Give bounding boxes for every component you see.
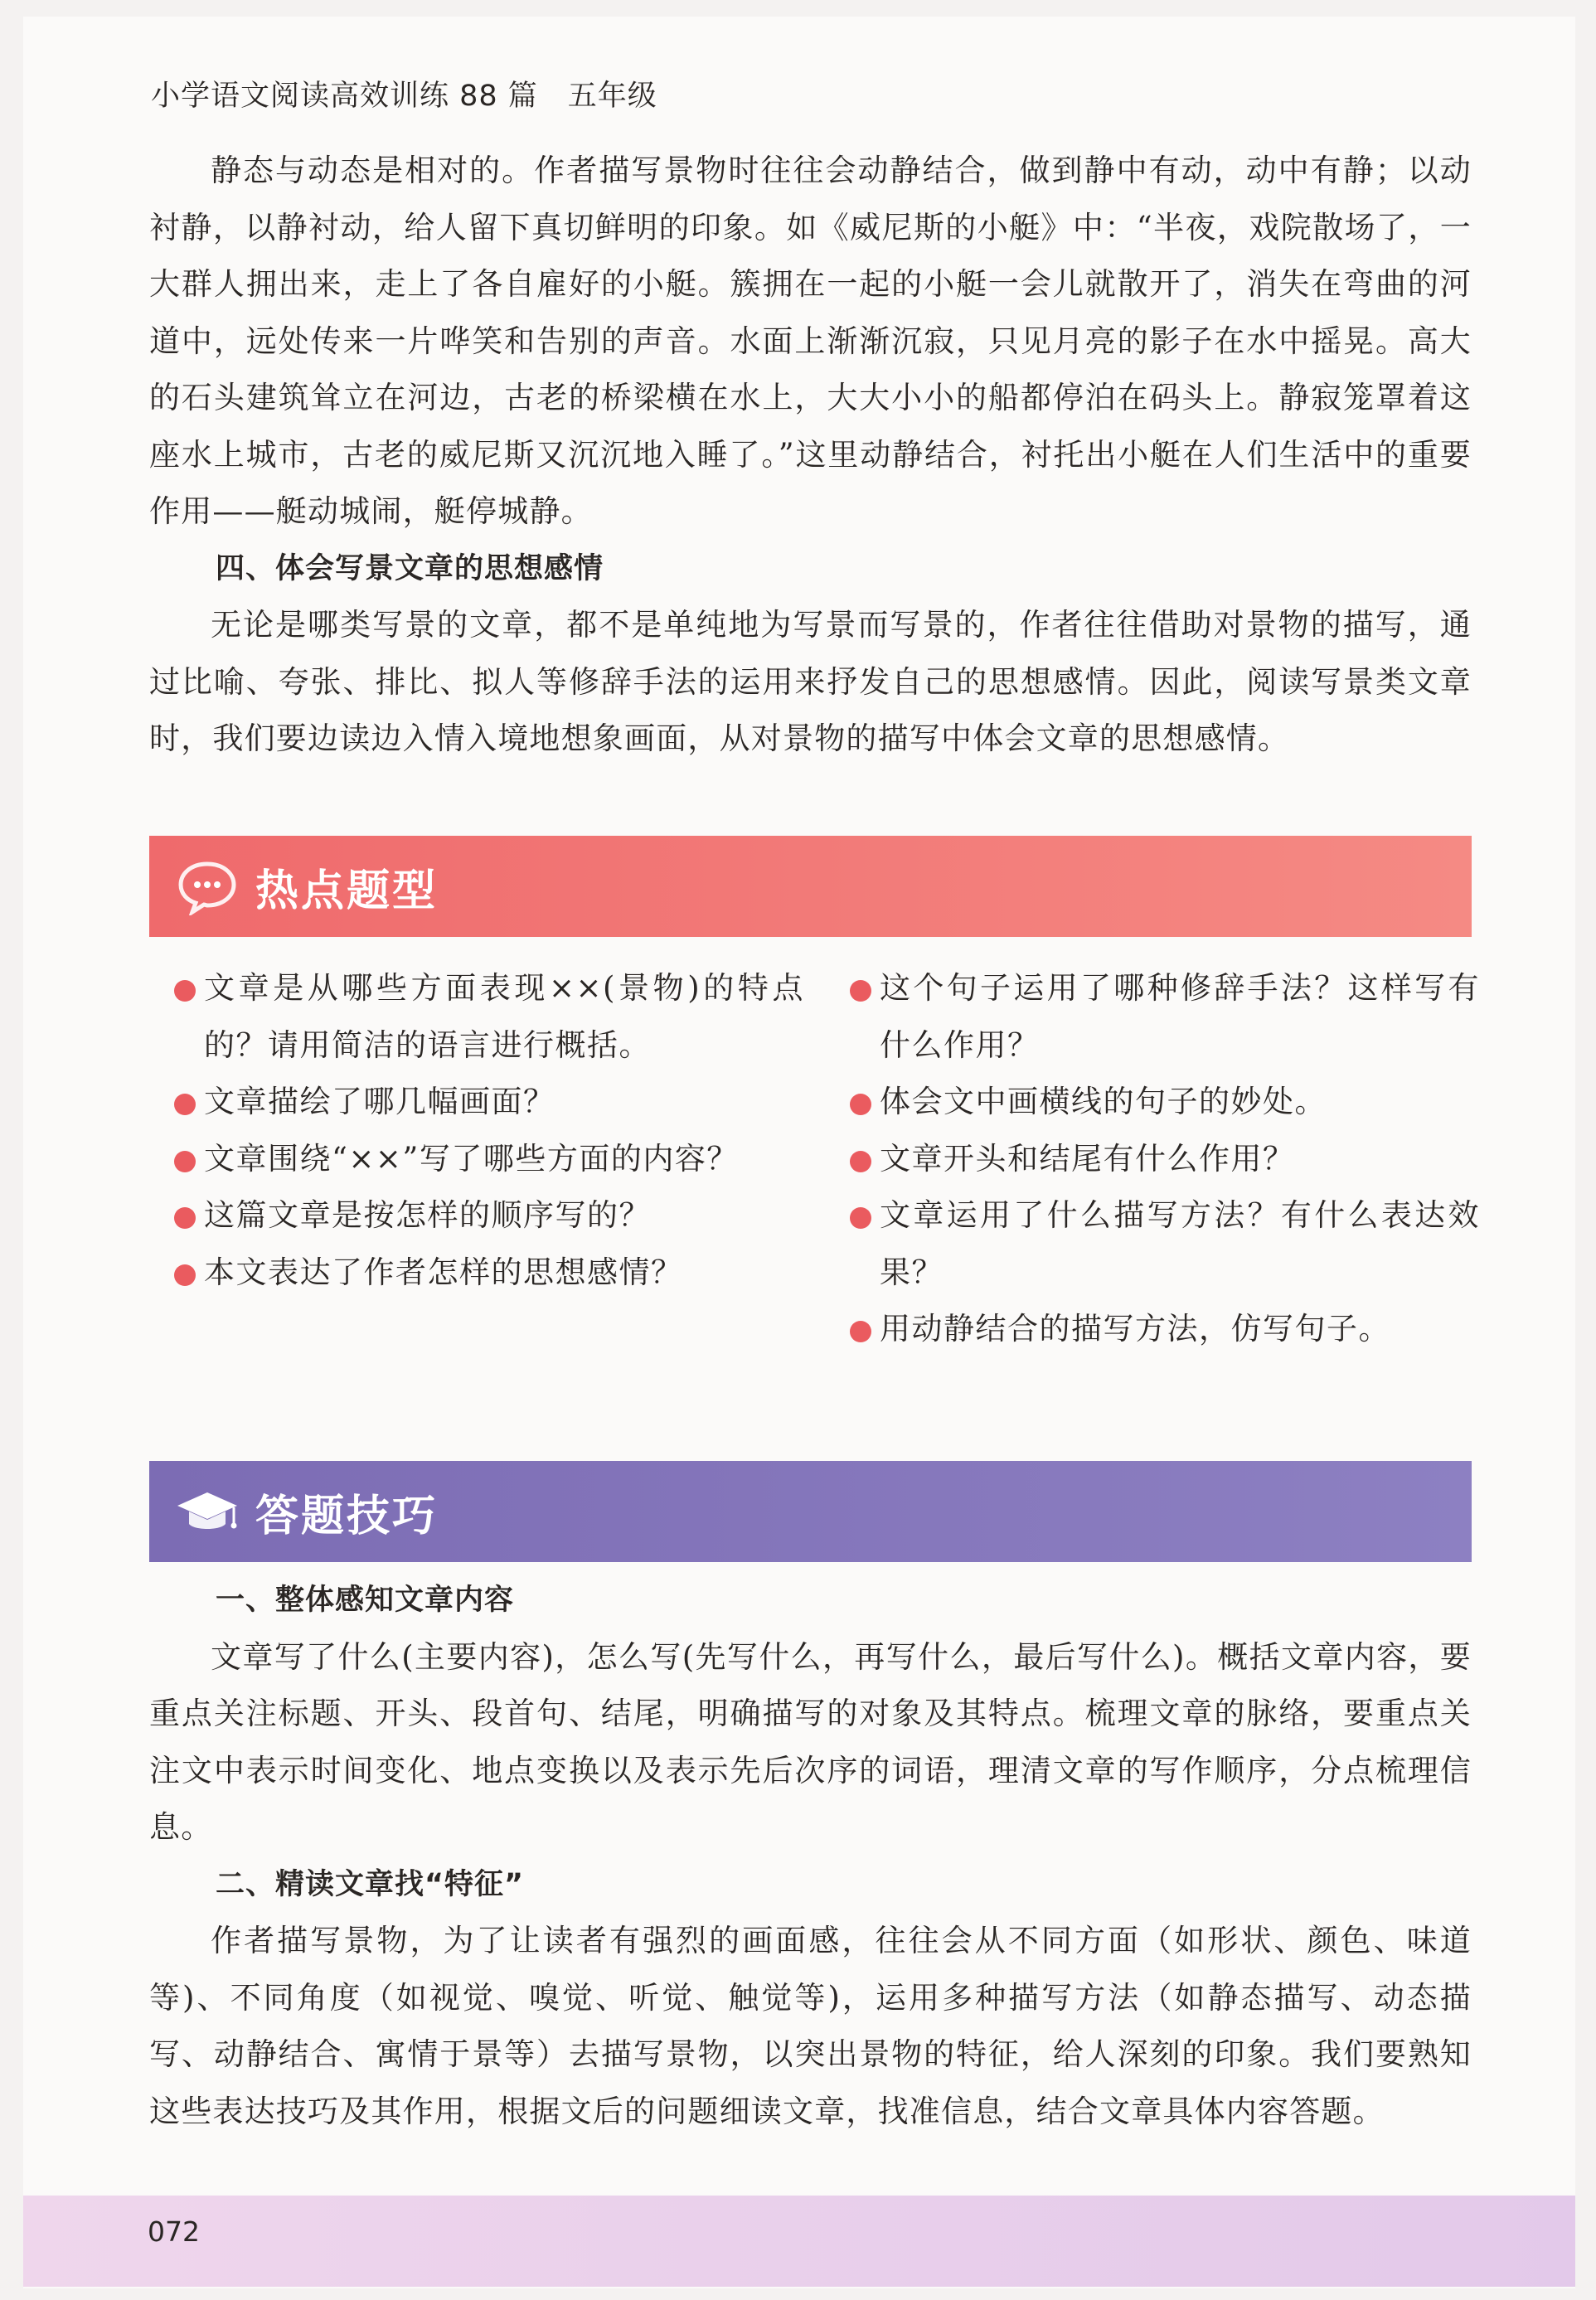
list-item: 文章是从哪些方面表现××(景物)的特点的？请用简洁的语言进行概括。 (174, 960, 804, 1074)
answer-tips-banner (149, 1461, 1472, 1562)
tips-section (149, 1572, 1472, 2140)
hot-topics-banner (149, 836, 1472, 937)
tips-heading-two: 二、精读文章找“特征” (216, 1867, 525, 1901)
bullet-dot (174, 1264, 196, 1286)
bullet-dot (174, 1151, 196, 1172)
section-heading-four: 四、体会写景文章的思想感情 (216, 551, 604, 585)
bullet-dot (850, 980, 871, 1002)
bullet-dot (850, 1321, 871, 1342)
question-list-left (174, 960, 804, 1301)
intro-section (149, 143, 1472, 768)
footer-band (23, 2196, 1575, 2287)
paragraph-dynamic-static: 静态与动态是相对的。作者描写景物时往往会动静结合，做到静中有动，动中有静；以动衬静，以静衬动，给人留下真切鲜明的印象。如《威尼斯的小艇》中：“半夜，戏院散场了，一大群人拥出来，走上了各自雇好的小艇。簇拥在一起的小艇一会儿就散开了，消失在弯曲的河道中，远处传来一片哗笑和告别的声音。水面上渐渐沉寂，只见月亮的影子在水中摇晃。高大的石头建筑耸立在河边，古老的桥梁横在水上，大大小小的船都停泊在码头上。静寂笼罩着这座水上城市，古老的威尼斯又沉沉地入睡了。”这里动静结合，衬托出小艇在人们生活中的重要作用——艇动城闹，艇停城静。 (149, 153, 1472, 529)
bullet-dot (174, 1094, 196, 1115)
paragraph-overall-perception: 文章写了什么(主要内容)，怎么写(先写什么，再写什么，最后写什么)。概括文章内容，要重点关注标题、开头、段首句、结尾，明确描写的对象及其特点。梳理文章的脉络，要重点关注文中表示时间变化、地点变换以及表示先后次序的词语，理清文章的写作顺序，分点梳理信息。 (149, 1638, 1472, 1845)
graduation-cap-icon (174, 1482, 240, 1541)
list-item: 体会文中画横线的句子的妙处。 (850, 1074, 1480, 1131)
tips-heading-one: 一、整体感知文章内容 (216, 1584, 515, 1617)
list-item: 这篇文章是按怎样的顺序写的？ (174, 1187, 804, 1245)
bullet-dot (850, 1207, 871, 1229)
list-item: 本文表达了作者怎样的思想感情？ (174, 1245, 804, 1302)
list-item: 文章开头和结尾有什么作用？ (850, 1131, 1480, 1188)
paragraph-features: 作者描写景物，为了让读者有强烈的画面感，往往会从不同方面（如形状、颜色、味道等)、不同角度（如视觉、嗅觉、听觉、触觉等)，运用多种描写方法（如静态描写、动态描写、动静结合、寓情于景等）去描写景物，以突出景物的特征，给人深刻的印象。我们要熟知这些表达技巧及其作用，根据文后的问题细读文章，找准信息，结合文章具体内容答题。 (149, 1923, 1472, 2129)
bullet-dot (850, 1094, 871, 1115)
paragraph-emotions: 无论是哪类写景的文章，都不是单纯地为写景而写景的，作者往往借助对景物的描写，通过比喻、夸张、排比、拟人等修辞手法的运用来抒发自己的思想感情。因此，阅读写景类文章时，我们要边读边入情入境地想象画面，从对景物的描写中体会文章的思想感情。 (149, 607, 1472, 756)
list-item: 文章围绕“××”写了哪些方面的内容？ (174, 1131, 804, 1188)
question-list-right (850, 960, 1480, 1358)
speech-bubble-icon (174, 857, 240, 915)
list-item: 文章运用了什么描写方法？有什么表达效果？ (850, 1187, 1480, 1301)
bullet-dot (174, 1207, 196, 1229)
bullet-dot (850, 1151, 871, 1172)
hot-topics-title: 热点题型 (255, 866, 439, 916)
answer-tips-title: 答题技巧 (255, 1491, 439, 1541)
list-item: 文章描绘了哪几幅画面？ (174, 1074, 804, 1131)
page-number: 072 (148, 2215, 200, 2248)
list-item: 这个句子运用了哪种修辞手法？这样写有什么作用？ (850, 960, 1480, 1074)
bullet-dot (174, 980, 196, 1002)
running-header: 小学语文阅读高效训练 88 篇 五年级 (151, 80, 657, 113)
list-item: 用动静结合的描写方法，仿写句子。 (850, 1301, 1480, 1358)
